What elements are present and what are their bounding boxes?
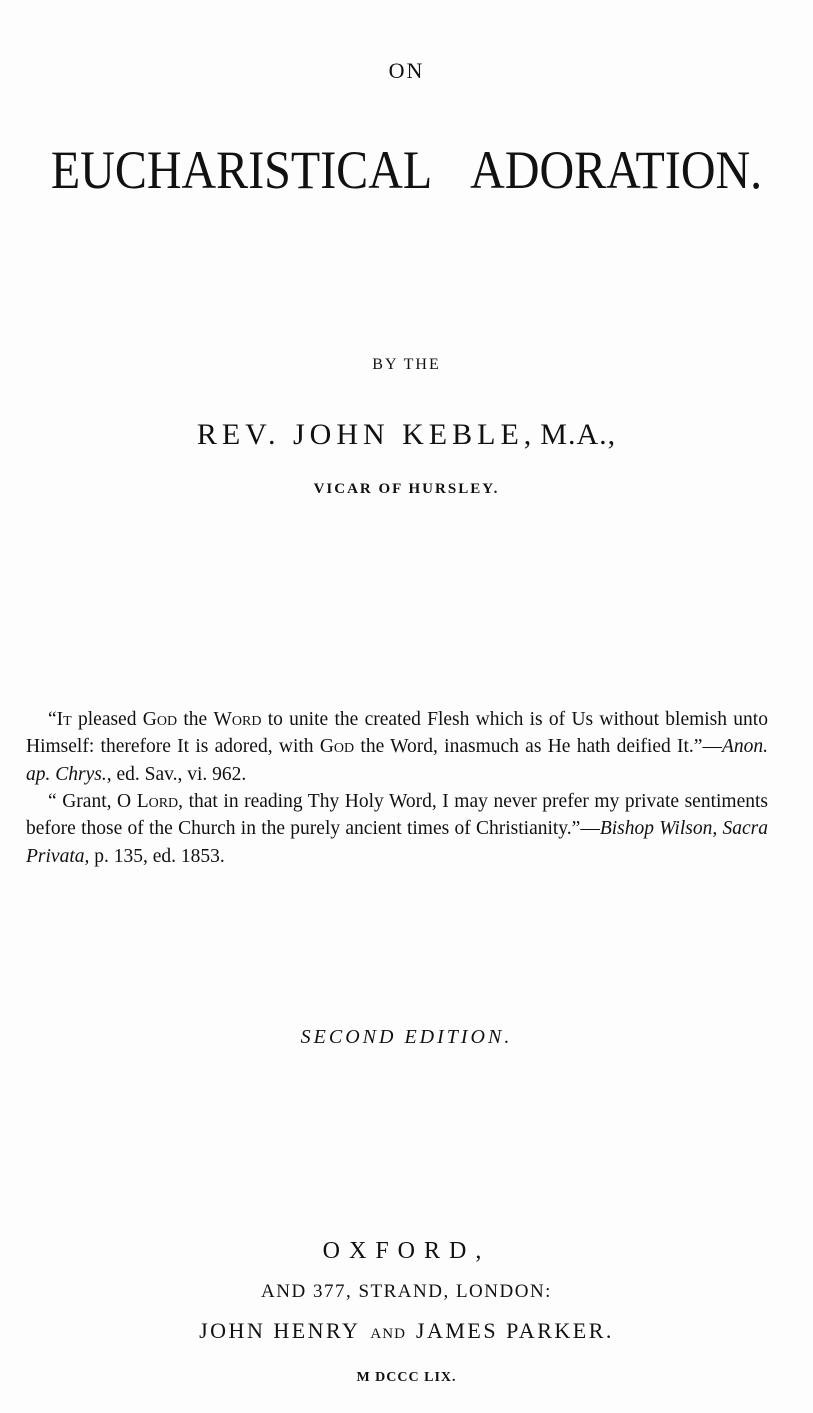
quote-1-text-1: pleased	[71, 708, 143, 730]
author-name	[0, 418, 813, 452]
quote-1-citation-rest: , ed. Sav., vi. 962.	[106, 763, 247, 785]
title-prefix: ON	[388, 58, 425, 83]
imprint-address: AND 377, STRAND, LONDON:	[261, 1281, 552, 1302]
by-line: BY THE	[372, 356, 441, 373]
imprint-year: M DCCC LIX.	[356, 1370, 457, 1385]
publisher-and: AND	[370, 1326, 406, 1342]
quote-2-smallcaps-1: Lord	[136, 790, 179, 812]
epigraph-quote-1	[26, 706, 768, 789]
quote-2-text-2: , that in reading Thy Holy Word, I may never prefer my private sentiments before those of the Church in the purely ancient times of Christianity.”—	[26, 790, 768, 839]
publisher-name-1: JOHN HENRY	[199, 1318, 361, 1343]
quote-1-open-mark: “	[48, 708, 57, 730]
edition-label: SECOND EDITION.	[300, 1026, 513, 1048]
author-position: VICAR OF HURSLEY.	[313, 481, 500, 497]
epigraph-quote-2	[26, 788, 768, 871]
quote-2-text-1: “ Grant, O	[48, 790, 137, 812]
imprint-publisher	[0, 1318, 813, 1344]
main-title-word-1: EUCHARISTICAL	[50, 141, 433, 201]
author-name-text: REV. JOHN KEBLE,	[196, 418, 537, 451]
quote-1-smallcaps-4: God	[319, 736, 355, 757]
quote-2-citation-rest: p. 135, ed. 1853.	[89, 845, 225, 867]
quote-1-smallcaps-2: God	[142, 708, 178, 730]
imprint-city: OXFORD,	[322, 1238, 491, 1264]
publisher-name-2: JAMES PARKER.	[415, 1318, 614, 1343]
quote-1-citation-italic: Anon. ap. Chrys.	[26, 736, 768, 785]
quote-1-smallcaps-1: It	[56, 708, 72, 730]
main-title	[0, 140, 813, 202]
main-title-word-2: ADORATION.	[470, 141, 763, 201]
author-degree: M.A.,	[540, 418, 617, 451]
quote-2-citation-italic: Bishop Wilson, Sacra Privata,	[26, 818, 768, 867]
quote-1-text-4: the Word, inasmuch as He hath deified It.”—	[354, 736, 722, 757]
quote-1-smallcaps-3: Word	[213, 708, 262, 730]
quote-1-text-3: to unite the created Flesh which is of Us without blemish unto Himself: therefore It is adored, with	[26, 708, 768, 757]
quote-1-text-2: the	[177, 708, 214, 730]
